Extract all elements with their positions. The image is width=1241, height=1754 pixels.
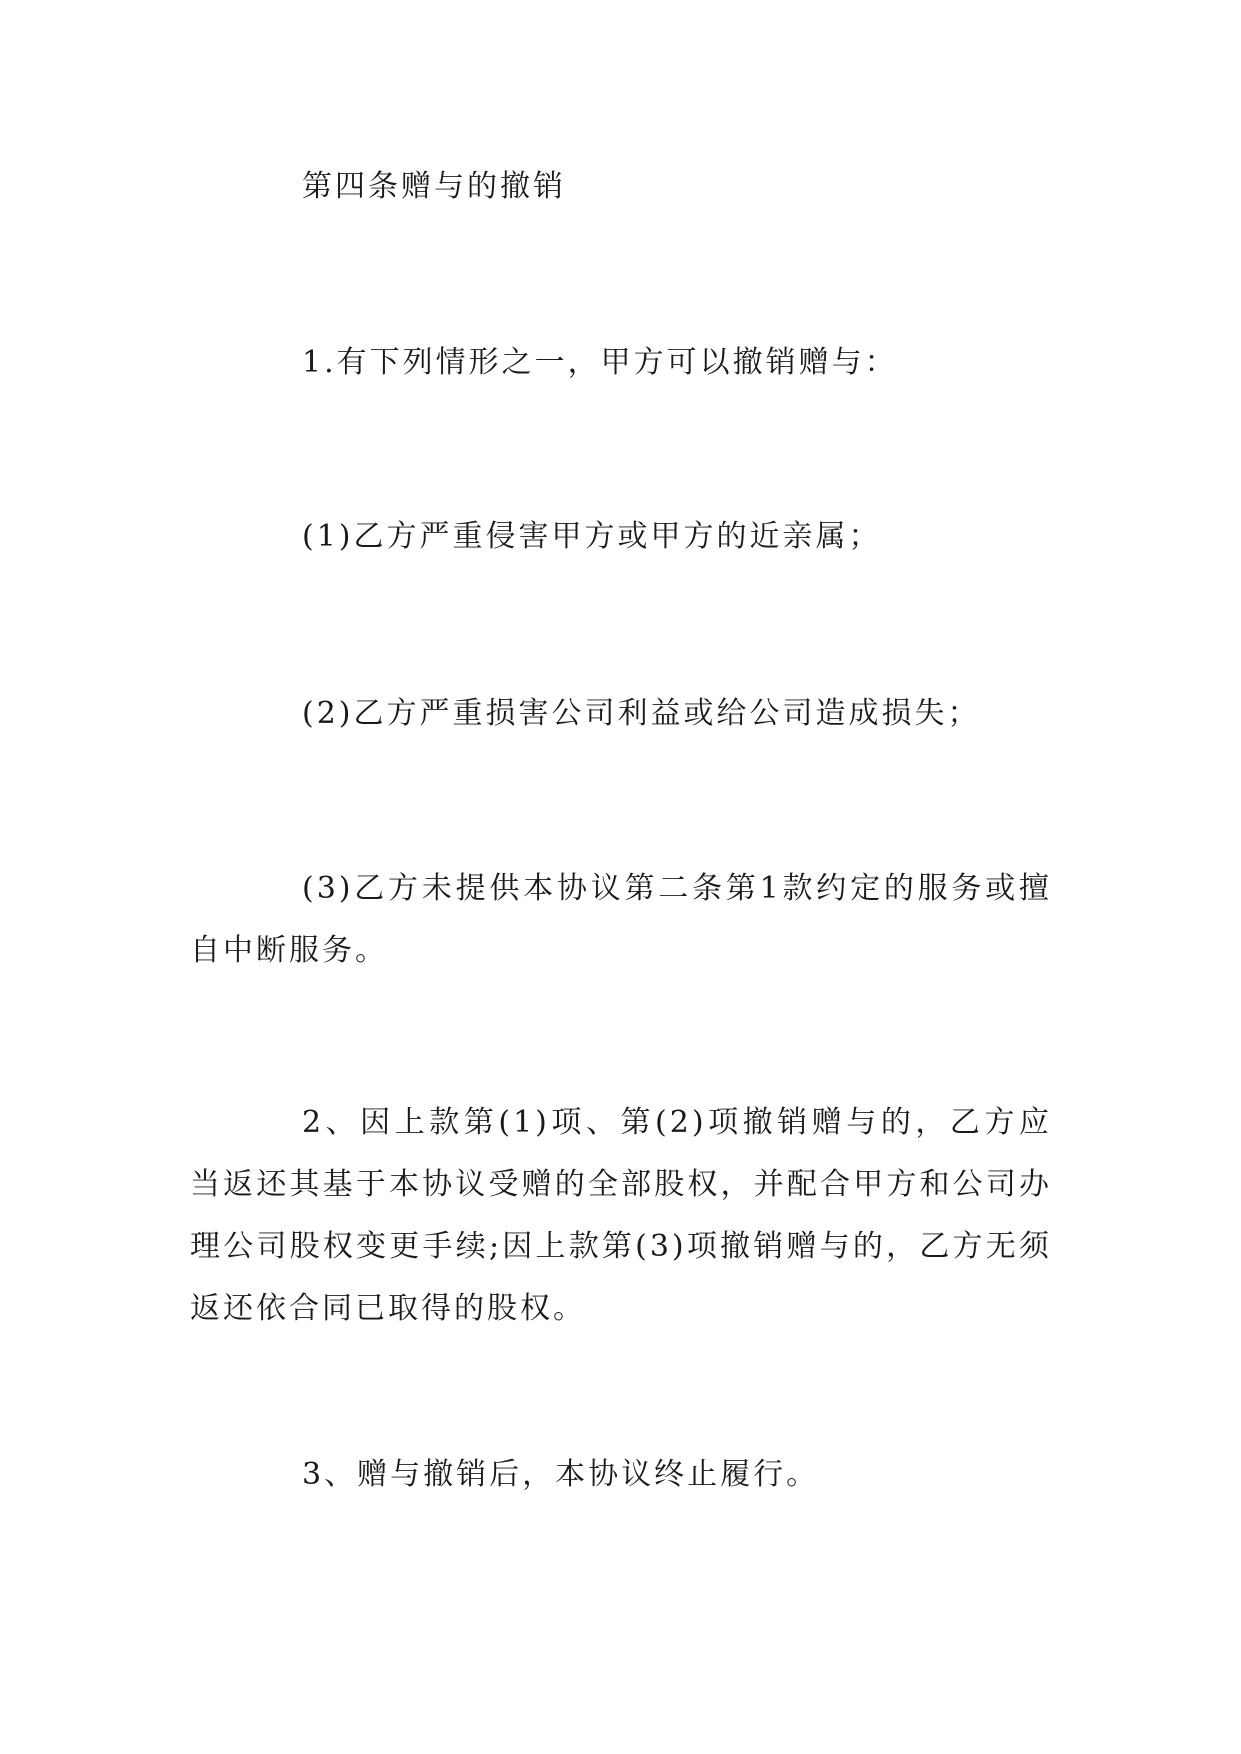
clause-1: 1.有下列情形之一，甲方可以撤销赠与： [302,345,898,380]
clause-1-item-2: (2)乙方严重损害公司利益或给公司造成损失； [302,696,981,731]
article-heading: 第四条赠与的撤销 [302,169,566,204]
clause-1-item-3: (3)乙方未提供本协议第二条第1款约定的服务或擅自中断服务。 [190,871,1052,968]
clause-2: 2、因上款第(1)项、第(2)项撤销赠与的，乙方应当返还其基于本协议受赠的全部股权，并配合甲方和公司办理公司股权变更手续;因上款第(3)项撤销赠与的，乙方无须返还依合同已取得的股权。 [190,1105,1052,1326]
clause-3: 3、赠与撤销后，本协议终止履行。 [302,1457,820,1492]
clause-1-item-1: (1)乙方严重侵害甲方或甲方的近亲属； [302,519,882,554]
